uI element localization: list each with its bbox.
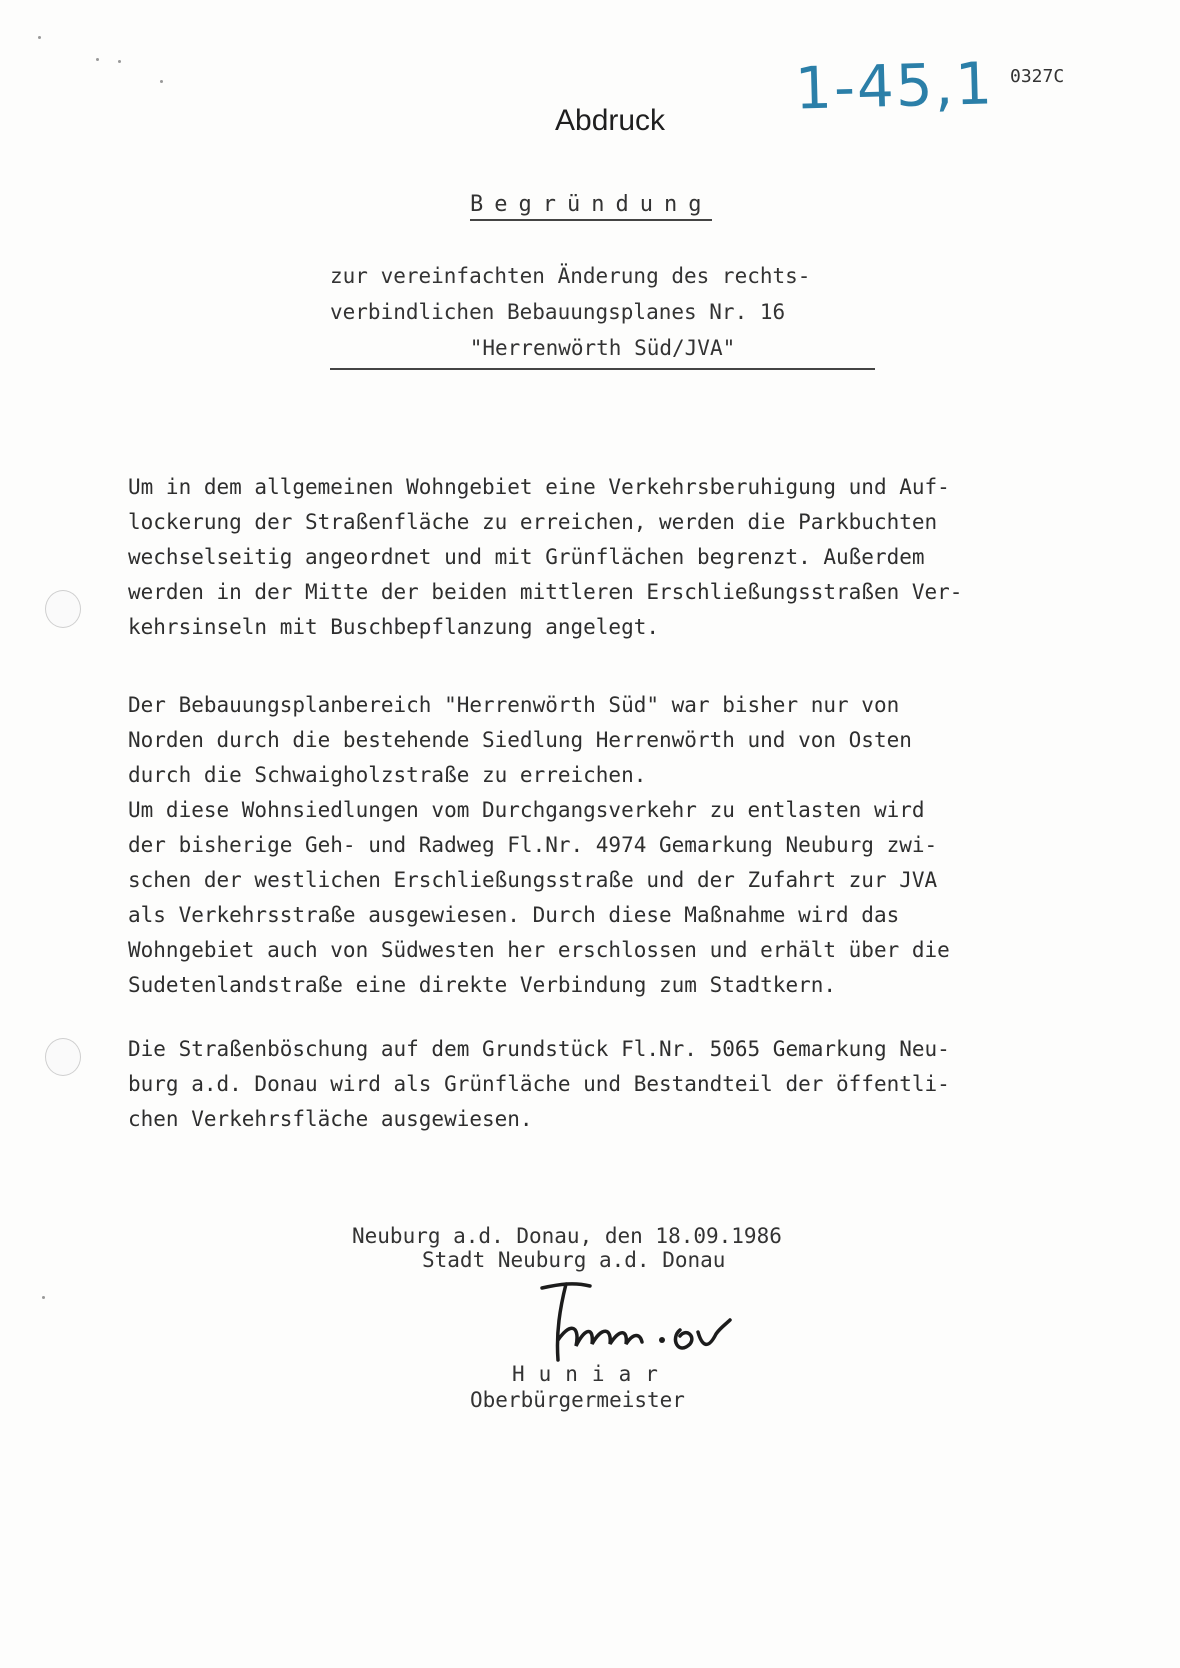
text-line: burg a.d. Donau wird als Grünfläche und Bestandteil der öffentli- (128, 1072, 950, 1096)
closing-block (352, 1224, 782, 1272)
text-line: der bisherige Geh- und Radweg Fl.Nr. 4974 Gemarkung Neuburg zwi- (128, 833, 938, 857)
scan-speck (38, 36, 41, 39)
paragraph-embankment (128, 1032, 1088, 1137)
text-line: schen der westlichen Erschließungsstraße und der Zufahrt zur JVA (128, 868, 938, 892)
document-subtitle (330, 258, 890, 370)
signer-name: Huniar (512, 1362, 672, 1386)
text-line: Norden durch die bestehende Siedlung Herrenwörth und von Osten (128, 728, 912, 752)
text-line: durch die Schwaigholzstraße zu erreichen. (128, 763, 647, 787)
issuing-authority: Stadt Neuburg a.d. Donau (422, 1248, 726, 1272)
scan-speck (118, 60, 121, 63)
text-line: Um in dem allgemeinen Wohngebiet eine Verkehrsberuhigung und Auf- (128, 475, 950, 499)
punch-hole (45, 590, 81, 628)
scan-speck (42, 1296, 45, 1299)
handwritten-signature (530, 1280, 750, 1370)
punch-hole (45, 1038, 81, 1076)
paragraph-access-road (128, 688, 1088, 1003)
text-line: Um diese Wohnsiedlungen vom Durchgangsverkehr zu entlasten wird (128, 798, 925, 822)
text-line: lockerung der Straßenfläche zu erreichen, werden die Parkbuchten (128, 510, 938, 534)
scan-speck (160, 80, 163, 83)
subtitle-line: zur vereinfachten Änderung des rechts- (330, 264, 811, 288)
text-line: werden in der Mitte der beiden mittleren Erschließungsstraßen Ver- (128, 580, 963, 604)
paragraph-traffic-calming (128, 470, 1088, 645)
text-line: wechselseitig angeordnet und mit Grünflächen begrenzt. Außerdem (128, 545, 925, 569)
scan-speck (96, 58, 99, 61)
signer-title: Oberbürgermeister (470, 1388, 685, 1412)
place-and-date: Neuburg a.d. Donau, den 18.09.1986 (352, 1224, 782, 1248)
text-line: Wohngebiet auch von Südwesten her erschlossen und erhält über die (128, 938, 950, 962)
text-line: als Verkehrsstraße ausgewiesen. Durch diese Maßnahme wird das (128, 903, 900, 927)
text-line: chen Verkehrsfläche ausgewiesen. (128, 1107, 533, 1131)
copy-stamp: Abdruck (555, 104, 666, 137)
text-line: Der Bebauungsplanbereich "Herrenwörth Süd" war bisher nur von (128, 693, 900, 717)
text-line: Die Straßenböschung auf dem Grundstück Fl.Nr. 5065 Gemarkung Neu- (128, 1037, 950, 1061)
subtitle-line: verbindlichen Bebauungsplanes Nr. 16 (330, 300, 786, 324)
document-title: Begründung (470, 192, 712, 221)
subtitle-line-plan-name: "Herrenwörth Süd/JVA" (330, 330, 875, 370)
handwritten-reference-number: 1-45,1 (794, 49, 995, 123)
text-line: Sudetenlandstraße eine direkte Verbindung zum Stadtkern. (128, 973, 837, 997)
document-code: 0327C (1010, 66, 1065, 87)
text-line: kehrsinseln mit Buschbepflanzung angelegt. (128, 615, 660, 639)
